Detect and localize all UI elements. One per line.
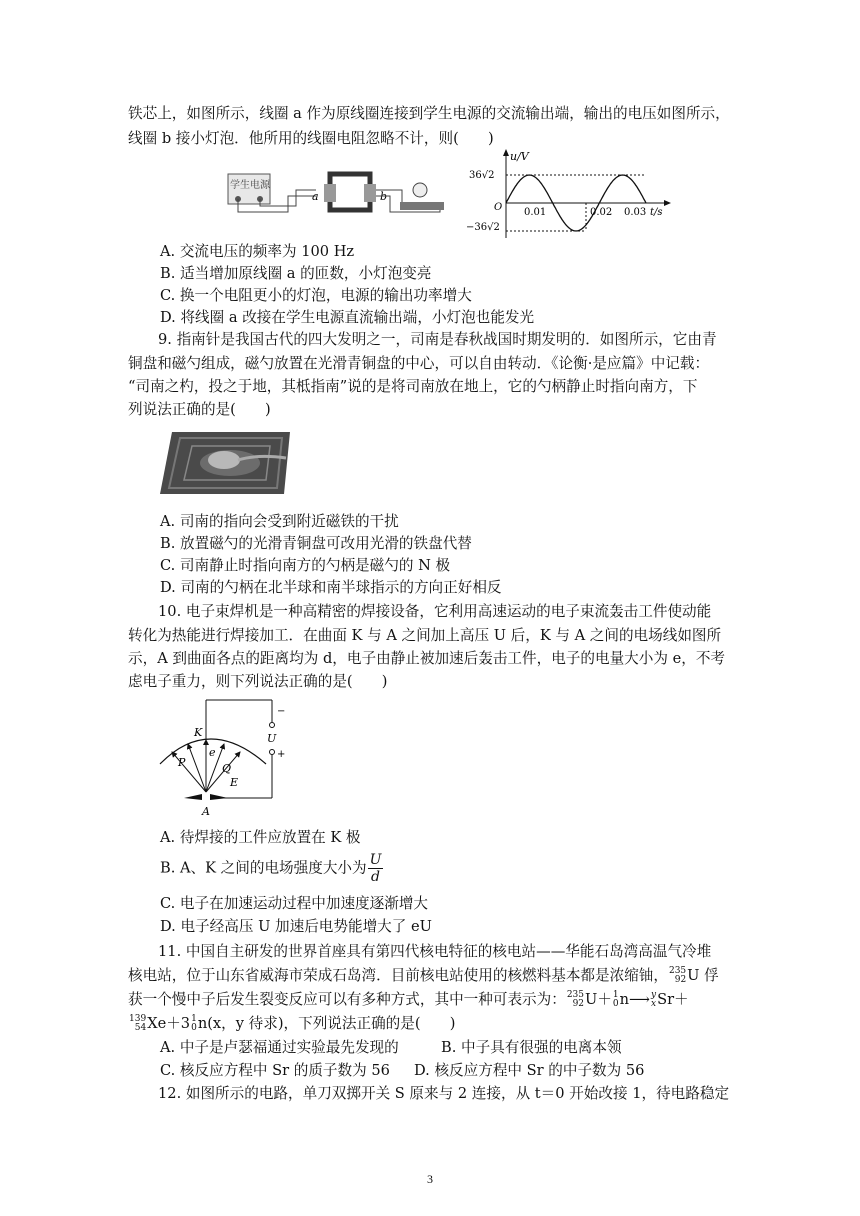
coil-a (324, 184, 336, 202)
q11-option-d: D. 核反应方程中 Sr 的中子数为 56 (414, 1062, 645, 1079)
q9-line-2: 铜盘和磁勺组成，磁勺放置在光滑青铜盘的中心，可以自由转动．《论衡·是应篇》中记载： (128, 355, 710, 372)
anode-right-plate (210, 794, 228, 800)
q11-eq-part: U＋ (585, 991, 612, 1008)
q11-option-a: A. 中子是卢瑟福通过实验最先发现的 (160, 1039, 399, 1056)
q8-intro-line-1: 铁芯上，如图所示，线圈 a 作为原线圈连接到学生电源的交流输出端，输出的电压如图所示， (128, 105, 730, 122)
bulb-base (400, 202, 444, 210)
q8-intro-line-2: 线圈 b 接小灯泡．他所用的线圈电阻忽略不计，则( ) (128, 130, 494, 147)
q8-option-a: A. 交流电压的频率为 100 Hz (160, 243, 355, 260)
q11-line-2-text: 核电站，位于山东省威海市荣成石岛湾．目前核电站使用的核燃料基本都是浓缩铀， (128, 967, 668, 984)
q11-line-2-tail: U 俘 (687, 967, 719, 984)
atomic-number: 0 (191, 1023, 197, 1033)
label-E: E (230, 776, 239, 789)
mass-number: 1 (612, 990, 619, 1000)
mass-number: 139 (129, 1014, 147, 1024)
label-Q: Q (222, 762, 232, 775)
x-tick-label: 0.03 (624, 207, 647, 218)
q8-transformer-figure (226, 160, 446, 220)
q11-option-b: B. 中子具有很强的电离本领 (441, 1039, 622, 1056)
q10-line-1: 10. 电子束焊机是一种高精密的焊接设备，它利用高速运动的电子束流轰击工件使动能 (158, 603, 712, 620)
q9-option-d: D. 司南的勺柄在北半球和南半球指示的方向正好相反 (160, 579, 502, 596)
q9-option-c: C. 司南静止时指向南方的勺柄是磁勺的 N 极 (160, 557, 451, 574)
plus-label: + (277, 749, 286, 760)
mass-number: 235 (668, 966, 687, 976)
q11-line-1: 11. 中国自主研发的世界首座具有第四代核电特征的核电站——华能石岛湾高温气冷堆 (158, 943, 712, 960)
coil-b-label: b (380, 190, 388, 203)
bulb-icon (413, 183, 427, 197)
atomic-number: x (651, 999, 657, 1009)
power-supply-label: 学生电源 (230, 180, 270, 191)
q10-option-c: C. 电子在加速运动过程中加速度逐渐增大 (160, 895, 429, 912)
magnetic-spoon-icon (208, 451, 240, 469)
sinan-compass-image (158, 430, 292, 498)
q8-voltage-graph (466, 148, 680, 240)
mass-number: 235 (566, 990, 585, 1000)
q11-line-4 (128, 1014, 455, 1034)
label-K: K (194, 726, 203, 739)
xe-isotope (129, 1015, 146, 1033)
sr-isotope (651, 991, 656, 1009)
fraction-U-over-d (368, 852, 384, 885)
q11-option-c: C. 核反应方程中 Sr 的质子数为 56 (160, 1062, 390, 1079)
u235-isotope (567, 991, 584, 1009)
coil-b (364, 184, 376, 202)
y-max-label: 36√2 (469, 170, 495, 181)
q9-line-3: “司南之杓，投之于地，其柢指南”说的是将司南放在地上，它的勺柄静止时指向南方，下 (128, 378, 698, 395)
minus-label: − (277, 706, 286, 717)
y-axis-arrow-icon (503, 149, 509, 156)
q11-line-3-text: 获一个慢中子后发生裂变反应可以有多种方式，其中一种可表示为： (128, 991, 566, 1008)
q10-option-a: A. 待焊接的工件应放置在 K 极 (160, 829, 361, 846)
coil-a-label: a (312, 190, 319, 203)
q11-line-2 (128, 966, 719, 986)
atomic-number: 92 (572, 999, 585, 1009)
q10-line-4: 虑电子重力，则下列说法正确的是( ) (128, 673, 388, 690)
terminal-plus (270, 750, 275, 755)
origin-label: O (494, 202, 503, 213)
fraction-numerator: U (369, 852, 382, 868)
electron-beam-welder-diagram (154, 694, 294, 820)
atomic-number: 0 (612, 999, 619, 1009)
u235-isotope (669, 967, 686, 985)
q8-option-c: C. 换一个电阻更小的灯泡，电源的输出功率增大 (160, 287, 472, 304)
x-axis-label: t/s (650, 207, 663, 218)
neutron-isotope (191, 1015, 197, 1033)
q12-line-1: 12. 如图所示的电路，单刀双掷开关 S 原来与 2 连接，从 t＝0 开始改接 1，待电路稳定 (158, 1085, 730, 1102)
q9-line-1: 9. 指南针是我国古代的四大发明之一，司南是春秋战国时期发明的．如图所示，它由青 (158, 331, 717, 348)
x-tick-label: 0.02 (590, 207, 613, 218)
page-number: 3 (427, 1172, 433, 1186)
x-tick-label: 0.01 (524, 207, 547, 218)
q10-option-b (160, 852, 383, 885)
terminal-minus (270, 723, 275, 728)
neutron-isotope (613, 991, 619, 1009)
q9-line-4: 列说法正确的是( ) (128, 401, 271, 418)
q10-option-d: D. 电子经高压 U 加速后电势能增大了 eU (160, 918, 432, 935)
mass-number: y (650, 990, 657, 1000)
q9-option-b: B. 放置磁勺的光滑青铜盘可改用光滑的铁盘代替 (160, 535, 472, 552)
field-line (188, 744, 206, 792)
q10-line-2: 转化为热能进行焊接加工．在曲面 K 与 A 之间加上高压 U 后，K 与 A 之间的电场线如图所 (128, 627, 722, 644)
q11-eq-part: Sr＋ (657, 991, 689, 1008)
label-A: A (202, 805, 210, 818)
q8-option-d: D. 将线圈 a 改接在学生电源直流输出端，小灯泡也能发光 (160, 309, 535, 326)
q9-option-a: A. 司南的指向会受到附近磁铁的干扰 (160, 513, 399, 530)
y-axis-label: u/V (510, 150, 529, 163)
q8-option-b: B. 适当增加原线圈 a 的匝数，小灯泡变亮 (160, 265, 432, 282)
label-e: e (209, 746, 216, 759)
q11-eq-part: n⟶ (619, 991, 650, 1008)
label-P: P (178, 756, 186, 769)
atomic-number: 92 (674, 975, 687, 985)
atomic-number: 54 (134, 1023, 147, 1033)
mass-number: 1 (191, 1014, 197, 1024)
q10-option-b-text: B. A、K 之间的电场强度大小为 (160, 859, 367, 877)
q11-line-3 (128, 990, 689, 1010)
fraction-denominator: d (371, 869, 381, 885)
voltage-label: U (267, 732, 277, 745)
q11-eq-part: Xe＋3 (147, 1015, 191, 1032)
anode-left-plate (184, 794, 202, 800)
q10-line-3: 示，A 到曲面各点的距离均为 d，电子由静止被加速后轰击工件，电子的电量大小为 e，不考 (128, 650, 726, 667)
y-min-label: −36√2 (466, 222, 500, 233)
x-axis-arrow-icon (664, 200, 671, 206)
q11-eq-part: n(x，y 待求)，下列说法正确的是( ) (197, 1015, 456, 1032)
